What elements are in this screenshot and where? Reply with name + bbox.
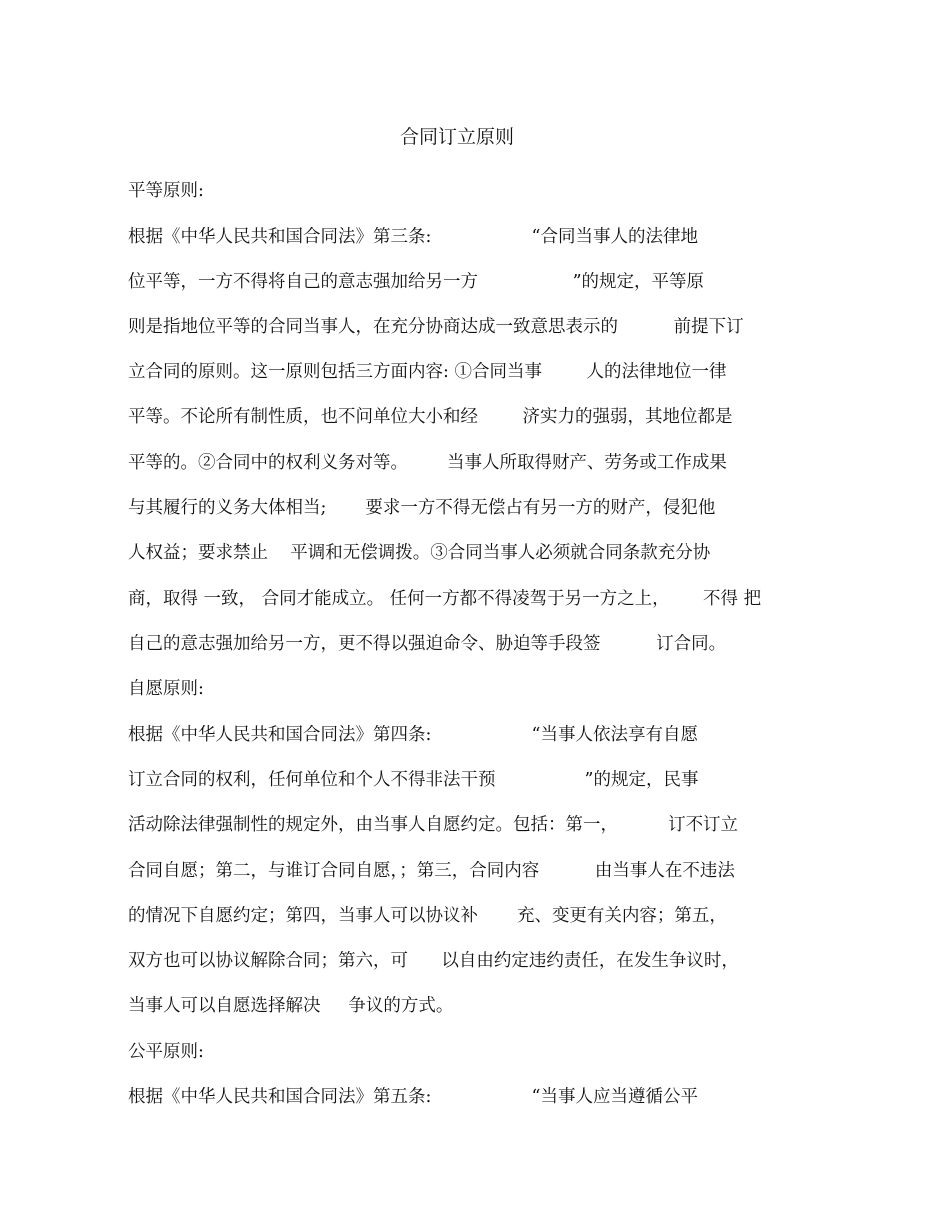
page-title: 合同订立原则 bbox=[399, 126, 514, 148]
paragraph-line: 活动除法律强制性的规定外，由当事人自愿约定。包括：第一， 订不订立 bbox=[128, 815, 739, 835]
paragraph-line: 则是指地位平等的合同当事人，在充分协商达成一致意思表示的 前提下订 bbox=[128, 317, 744, 337]
paragraph-line: 合同自愿；第二，与谁订合同自愿，；第三，合同内容 由当事人在不违法 bbox=[128, 861, 735, 881]
paragraph-line: 根据《中华人民共和国合同法》第五条: “当事人应当遵循公平 bbox=[128, 1087, 698, 1107]
section-heading-equality: 平等原则: bbox=[128, 181, 204, 201]
paragraph-line: 的情况下自愿约定；第四，当事人可以协议补 充、变更有关内容；第五， bbox=[128, 906, 727, 926]
paragraph-line: 根据《中华人民共和国合同法》第三条: “合同当事人的法律地 bbox=[128, 227, 698, 247]
paragraph-line: 自己的意志强加给另一方，更不得以强迫命令、胁迫等手段签 订合同。 bbox=[128, 634, 727, 654]
paragraph-line: 立合同的原则。这一原则包括三方面内容: ①合同当事 人的法律地位一律 bbox=[128, 362, 727, 382]
paragraph-line: 商，取得 一致， 合同才能成立。 任何一方都不得凌驾于另一方之上， 不得 把 bbox=[128, 589, 762, 609]
section-heading-voluntary: 自愿原则: bbox=[128, 679, 204, 699]
paragraph-line: 双方也可以协议解除合同；第六，可 以自由约定违约责任，在发生争议时， bbox=[128, 951, 739, 971]
paragraph-line: 平等。不论所有制性质，也不问单位大小和经 济实力的强弱，其地位都是 bbox=[128, 407, 733, 427]
paragraph-line: 与其履行的义务大体相当; 要求一方不得无偿占有另一方的财产，侵犯他 bbox=[128, 498, 716, 518]
section-heading-fairness: 公平原则: bbox=[128, 1042, 204, 1062]
paragraph-line: 订立合同的权利，任何单位和个人不得非法干预 ”的规定，民事 bbox=[128, 770, 699, 790]
paragraph-line: 根据《中华人民共和国合同法》第四条: “当事人依法享有自愿 bbox=[128, 725, 698, 745]
paragraph-line: 平等的。②合同中的权利义务对等。 当事人所取得财产、劳务或工作成果 bbox=[128, 453, 727, 473]
paragraph-line: 人权益；要求禁止 平调和无偿调拨。③合同当事人必须就合同条款充分协 bbox=[128, 543, 711, 563]
paragraph-line: 当事人可以自愿选择解决 争议的方式。 bbox=[128, 996, 454, 1016]
paragraph-line: 位平等，一方不得将自己的意志强加给另一方 ”的规定，平等原 bbox=[128, 272, 705, 292]
